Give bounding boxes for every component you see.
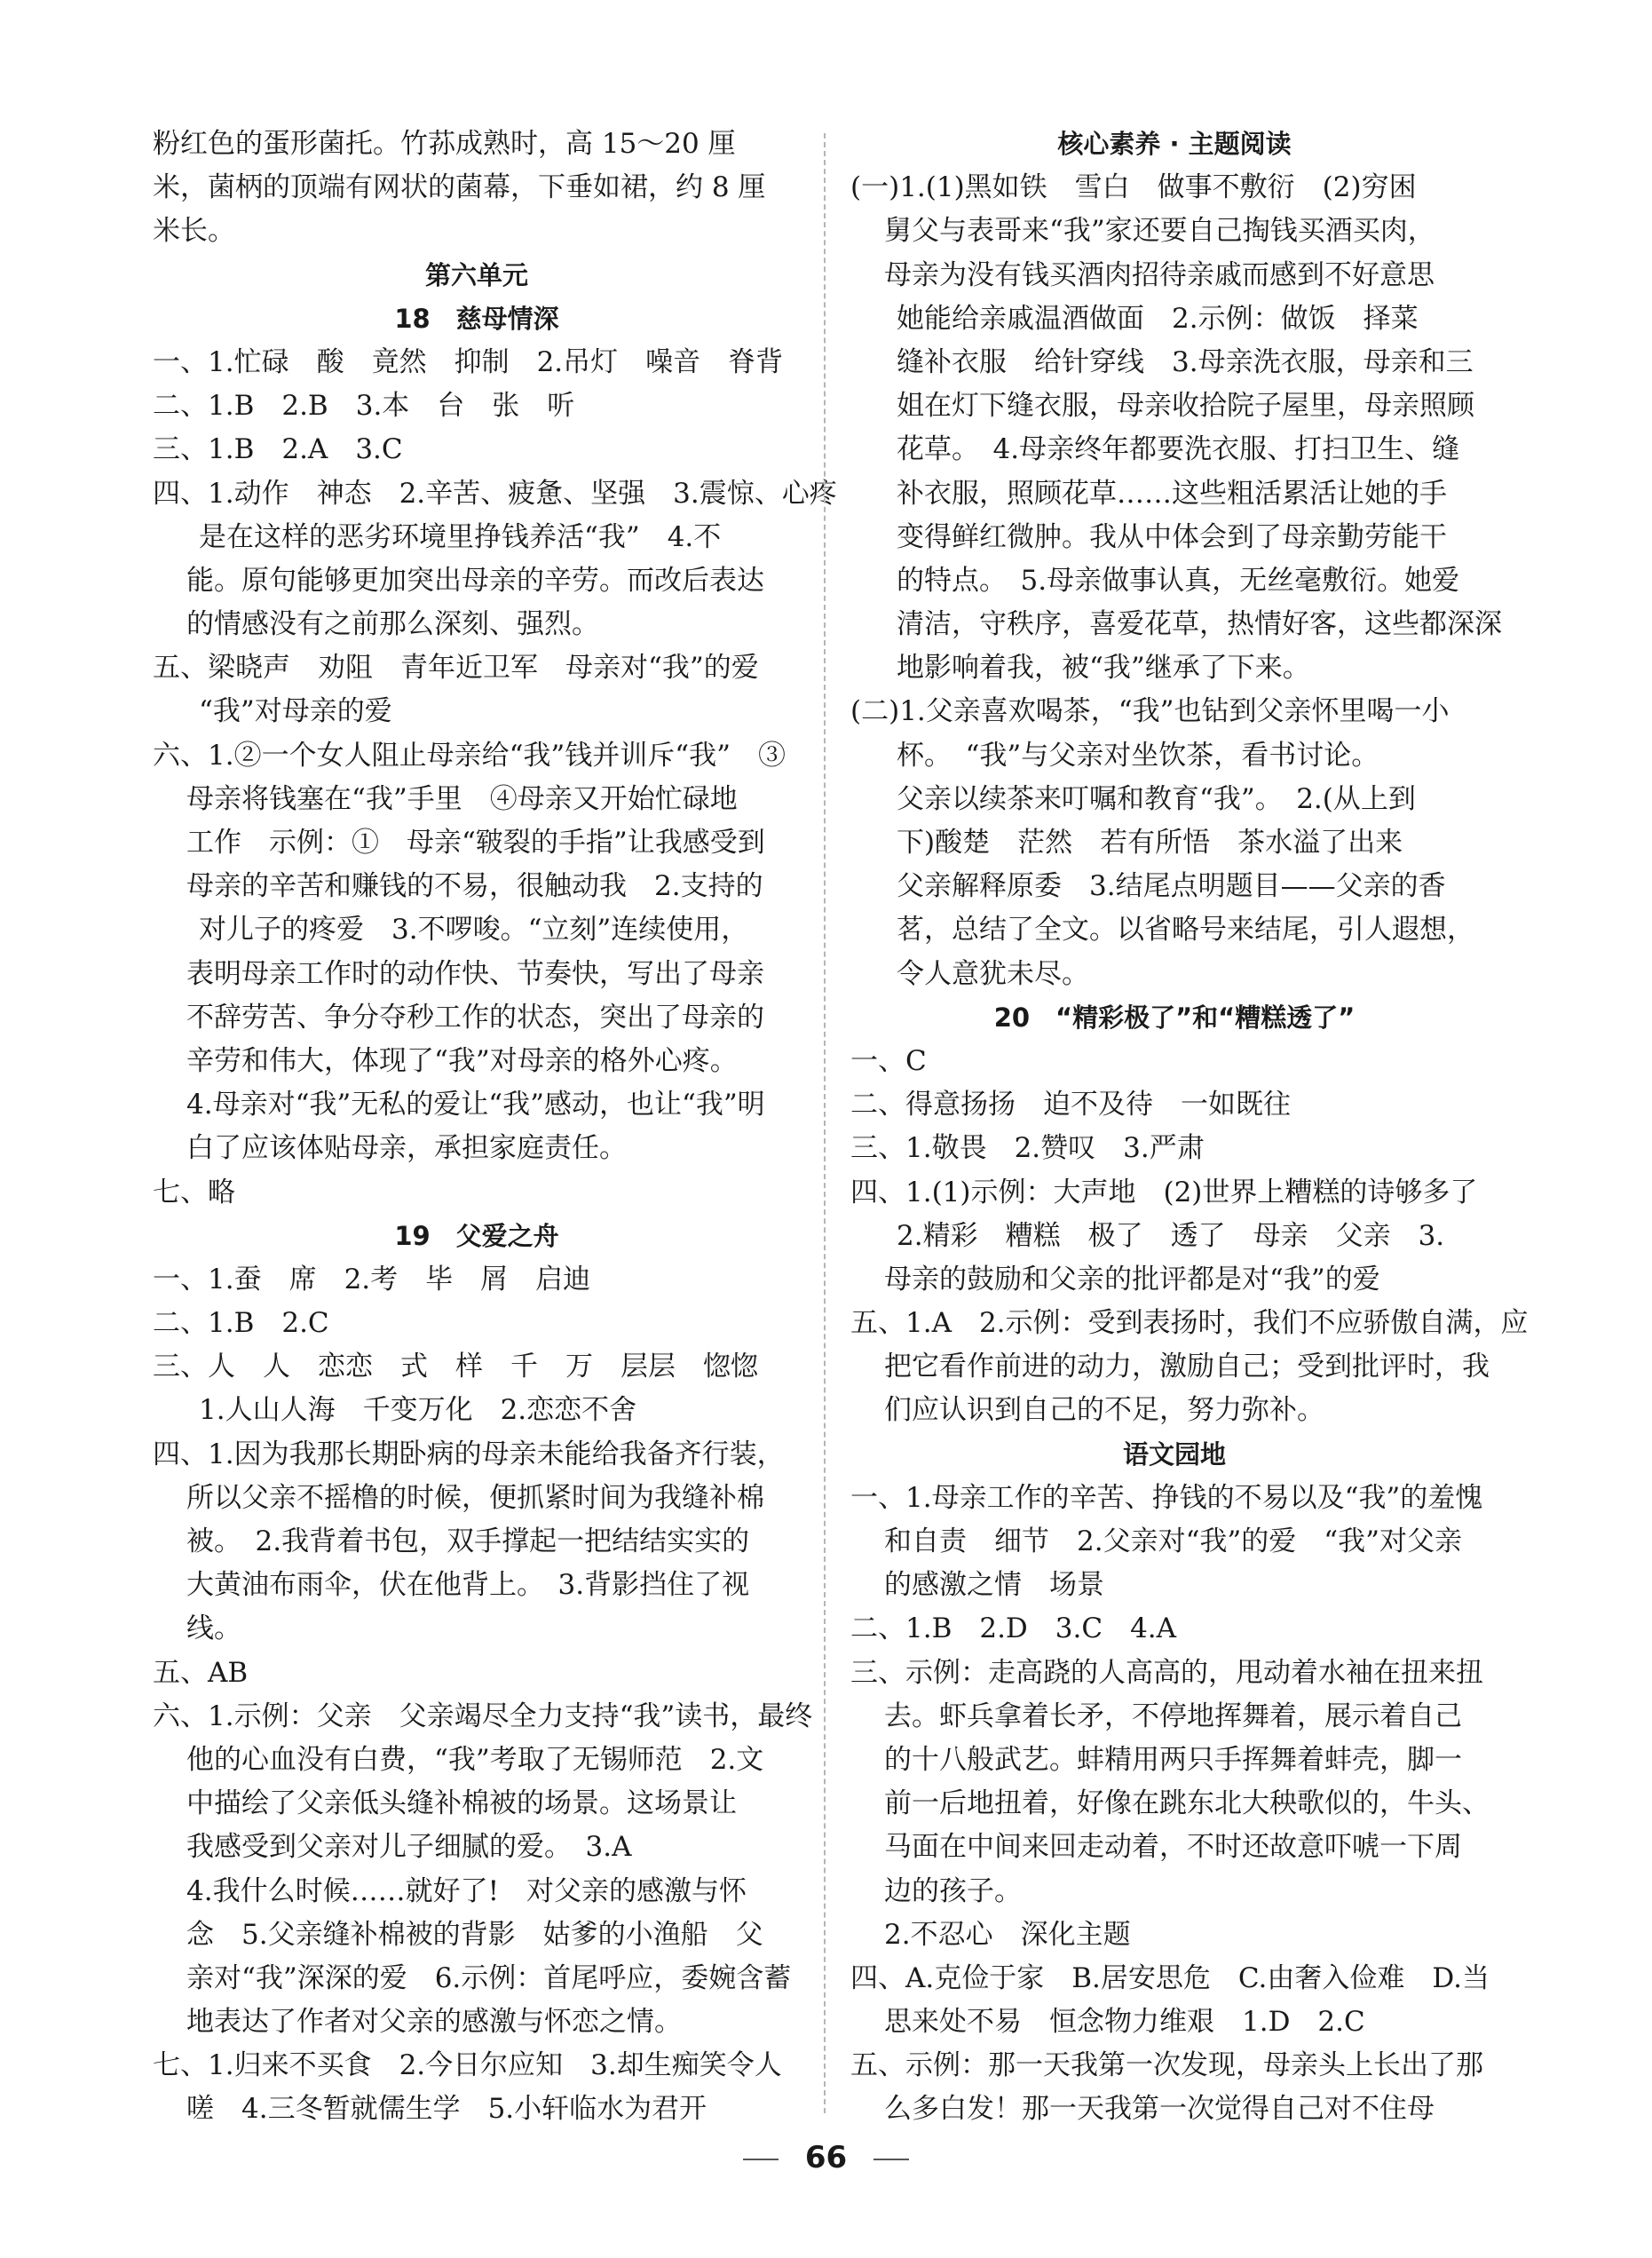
text-line: 工作 示例：① 母亲“皲裂的手指”让我感受到 <box>186 827 765 859</box>
text-line: 地影响着我，被“我”继承了下来。 <box>897 652 1310 685</box>
text-line: 四、1.因为我那长期卧病的母亲未能给我备齐行装， <box>153 1438 785 1470</box>
text-line: 的十八般武艺。蚌精用两只手挥舞着蚌壳，脚一 <box>884 1743 1462 1776</box>
text-line: 杯。 “我”与父亲对坐饮茶，看书讨论。 <box>897 739 1379 772</box>
footer-dash-right <box>873 2159 909 2160</box>
text-line: 茗，总结了全文。以省略号来结尾，引人遐想， <box>897 914 1474 947</box>
text-line: 对儿子的疼爱 3.不啰唆。“立刻”连续使用， <box>199 914 749 947</box>
text-line: 五、示例：那一天我第一次发现，母亲头上长出了那 <box>850 2049 1483 2082</box>
text-line: 六、1.②一个女人阻止母亲给“我”钱并训斥“我” ③ <box>153 739 786 772</box>
text-line: 中描绘了父亲低头缝补棉被的场景。这场景让 <box>186 1787 737 1820</box>
section-heading: 20 “精彩极了”和“糟糕透了” <box>993 1002 1356 1033</box>
text-line: 母亲将钱塞在“我”手里 ④母亲又开始忙碌地 <box>186 782 738 815</box>
text-line: 四、A.克俭于家 B.居安思危 C.由奢入俭难 D.当 <box>850 1961 1490 1994</box>
text-line: 舅父与表哥来“我”家还要自己掏钱买酒买肉， <box>884 215 1435 248</box>
text-line: 五、1.A 2.示例：受到表扬时，我们不应骄傲自满，应 <box>850 1307 1529 1340</box>
text-line: 他的心血没有白费，“我”考取了无锡师范 2.文 <box>186 1743 764 1776</box>
text-line: 花草。 4.母亲终年都要洗衣服、打扫卫生、缝 <box>897 433 1460 466</box>
text-line: 念 5.父亲缝补棉被的背影 姑爹的小渔船 父 <box>186 1918 763 1951</box>
text-line: 是在这样的恶劣环境里挣钱养活“我” 4.不 <box>199 520 722 553</box>
text-line: 母亲的鼓励和父亲的批评都是对“我”的爱 <box>884 1263 1380 1295</box>
text-line: 五、梁晓声 劝阻 青年近卫军 母亲对“我”的爱 <box>153 652 759 685</box>
text-line: 边的孩子。 <box>884 1874 1022 1907</box>
text-line: 三、人 人 恋恋 式 样 千 万 层层 惚惚 <box>153 1351 758 1383</box>
text-line: 令人意犹未尽。 <box>897 957 1089 990</box>
text-line: 七、略 <box>153 1176 235 1208</box>
text-line: 4.母亲对“我”无私的爱让“我”感动，也让“我”明 <box>186 1089 765 1121</box>
text-line: 把它看作前进的动力，激励自己；受到批评时，我 <box>884 1351 1490 1383</box>
text-line: 前一后地扭着，好像在跳东北大秧歌似的，牛头、 <box>884 1787 1490 1820</box>
page-number: 66 <box>804 2140 848 2175</box>
text-line: 二、1.B 2.C <box>153 1307 329 1340</box>
text-line: 米长。 <box>153 215 235 248</box>
text-line: 米，菌柄的顶端有网状的菌幕，下垂如裙，约 8 厘 <box>153 171 766 204</box>
text-line: 缝补衣服 给针穿线 3.母亲洗衣服，母亲和三 <box>897 345 1474 378</box>
text-line: 我感受到父亲对儿子细腻的爱。 3.A <box>186 1831 632 1864</box>
text-line: 的情感没有之前那么深刻、强烈。 <box>186 608 599 641</box>
text-line: 七、1.归来不买食 2.今日尔应知 3.却生痴笑令人 <box>153 2049 782 2082</box>
text-line: 马面在中间来回走动着，不时还故意吓唬一下周 <box>884 1831 1462 1864</box>
text-line: 四、1.(1)示例：大声地 (2)世界上糟糕的诗够多了 <box>850 1176 1478 1208</box>
footer-dash-left <box>743 2159 779 2160</box>
text-line: 六、1.示例：父亲 父亲竭尽全力支持“我”读书，最终 <box>153 1699 813 1732</box>
text-line: 思来处不易 恒念物力维艰 1.D 2.C <box>884 2006 1365 2039</box>
text-line: 母亲为没有钱买酒肉招待亲戚而感到不好意思 <box>884 258 1435 291</box>
text-line: 下)酸楚 茫然 若有所悟 茶水溢了出来 <box>897 827 1403 859</box>
text-line: 父亲以续茶来叮嘱和教育“我”。 2.(从上到 <box>897 782 1416 815</box>
section-heading: 语文园地 <box>1122 1438 1226 1470</box>
text-line: 们应认识到自己的不足，努力弥补。 <box>884 1394 1324 1427</box>
text-line: 大黄油布雨伞，伏在他背上。 3.背影挡住了视 <box>186 1569 750 1602</box>
text-line: 粉红色的蛋形菌托。竹荪成熟时，高 15～20 厘 <box>153 128 736 160</box>
section-heading: 18 慈母情深 <box>394 303 559 334</box>
page-footer <box>0 2140 1652 2175</box>
text-line: 她能给亲戚温酒做面 2.示例：做饭 择菜 <box>897 302 1419 335</box>
text-line: 三、1.B 2.A 3.C <box>153 433 403 466</box>
text-line: 二、得意扬扬 迫不及待 一如既往 <box>850 1089 1291 1121</box>
text-line: 三、1.敬畏 2.赞叹 3.严肃 <box>850 1132 1205 1165</box>
text-line: (二)1.父亲喜欢喝茶，“我”也钻到父亲怀里喝一小 <box>850 695 1450 728</box>
right-column <box>850 123 1529 2132</box>
section-heading: 核心素养 · 主题阅读 <box>1057 129 1292 159</box>
text-line: 二、1.B 2.D 3.C 4.A <box>850 1612 1177 1645</box>
text-line: 的特点。 5.母亲做事认真，无丝毫敷衍。她爱 <box>897 564 1460 597</box>
text-line: 不辞劳苦、争分夺秒工作的状态，突出了母亲的 <box>186 1001 764 1034</box>
left-column <box>153 123 837 2132</box>
text-line: 么多白发！那一天我第一次觉得自己对不住母 <box>884 2093 1435 2126</box>
text-line: 能。原句能够更加突出母亲的辛劳。而改后表达 <box>186 564 764 597</box>
column-divider <box>824 133 826 2113</box>
text-line: 一、1.忙碌 酸 竟然 抑制 2.吊灯 噪音 脊背 <box>153 345 784 378</box>
text-line: 四、1.动作 神态 2.辛苦、疲惫、坚强 3.震惊、心疼 <box>153 477 837 510</box>
text-line: 的感激之情 场景 <box>884 1569 1104 1602</box>
text-line: 地表达了作者对父亲的感激与怀恋之情。 <box>186 2006 682 2039</box>
text-line: 2.不忍心 深化主题 <box>884 1918 1131 1951</box>
text-line: 表明母亲工作时的动作快、节奏快，写出了母亲 <box>186 957 764 990</box>
section-heading: 第六单元 <box>424 259 528 290</box>
text-line: 1.人山人海 千变万化 2.恋恋不舍 <box>199 1394 637 1427</box>
text-line: 白了应该体贴母亲，承担家庭责任。 <box>186 1132 627 1165</box>
text-line: 三、示例：走高跷的人高高的，甩动着水袖在扭来扭 <box>850 1656 1483 1689</box>
text-line: 4.我什么时候……就好了! 对父亲的感激与怀 <box>186 1874 747 1907</box>
text-line: 变得鲜红微肿。我从中体会到了母亲勤劳能干 <box>897 520 1447 553</box>
text-line: (一)1.(1)黑如铁 雪白 做事不敷衍 (2)穷困 <box>850 171 1417 204</box>
text-line: 母亲的辛苦和赚钱的不易，很触动我 2.支持的 <box>186 870 763 903</box>
text-line: 一、C <box>850 1044 927 1077</box>
text-line: 和自责 细节 2.父亲对“我”的爱 “我”对父亲 <box>884 1525 1462 1557</box>
text-line: 2.精彩 糟糕 极了 透了 母亲 父亲 3. <box>897 1219 1445 1252</box>
text-line: “我”对母亲的爱 <box>199 695 392 728</box>
text-line: 清洁，守秩序，喜爱花草，热情好客，这些都深深 <box>897 608 1502 641</box>
text-line: 辛劳和伟大，体现了“我”对母亲的格外心疼。 <box>186 1044 738 1077</box>
text-line: 五、AB <box>153 1656 249 1689</box>
text-line: 嗟 4.三冬暂就儒生学 5.小轩临水为君开 <box>186 2093 707 2126</box>
text-line: 一、1.母亲工作的辛苦、挣钱的不易以及“我”的羞愧 <box>850 1481 1483 1514</box>
text-line: 亲对“我”深深的爱 6.示例：首尾呼应，委婉含蓄 <box>186 1961 792 1994</box>
text-line: 父亲解释原委 3.结尾点明题目——父亲的香 <box>897 870 1446 903</box>
section-heading: 19 父爱之舟 <box>394 1220 559 1251</box>
text-line: 所以父亲不摇橹的时候，便抓紧时间为我缝补棉 <box>186 1481 764 1514</box>
text-line: 去。虾兵拿着长矛，不停地挥舞着，展示着自己 <box>884 1699 1462 1732</box>
text-line: 被。 2.我背着书包，双手撑起一把结结实实的 <box>186 1525 750 1557</box>
text-line: 线。 <box>186 1612 241 1645</box>
text-line: 姐在灯下缝衣服，母亲收拾院子屋里，母亲照顾 <box>897 390 1474 423</box>
text-line: 一、1.蚕 席 2.考 毕 屑 启迪 <box>153 1263 591 1295</box>
text-line: 二、1.B 2.B 3.本 台 张 听 <box>153 390 575 423</box>
text-line: 补衣服，照顾花草……这些粗活累活让她的手 <box>897 477 1447 510</box>
